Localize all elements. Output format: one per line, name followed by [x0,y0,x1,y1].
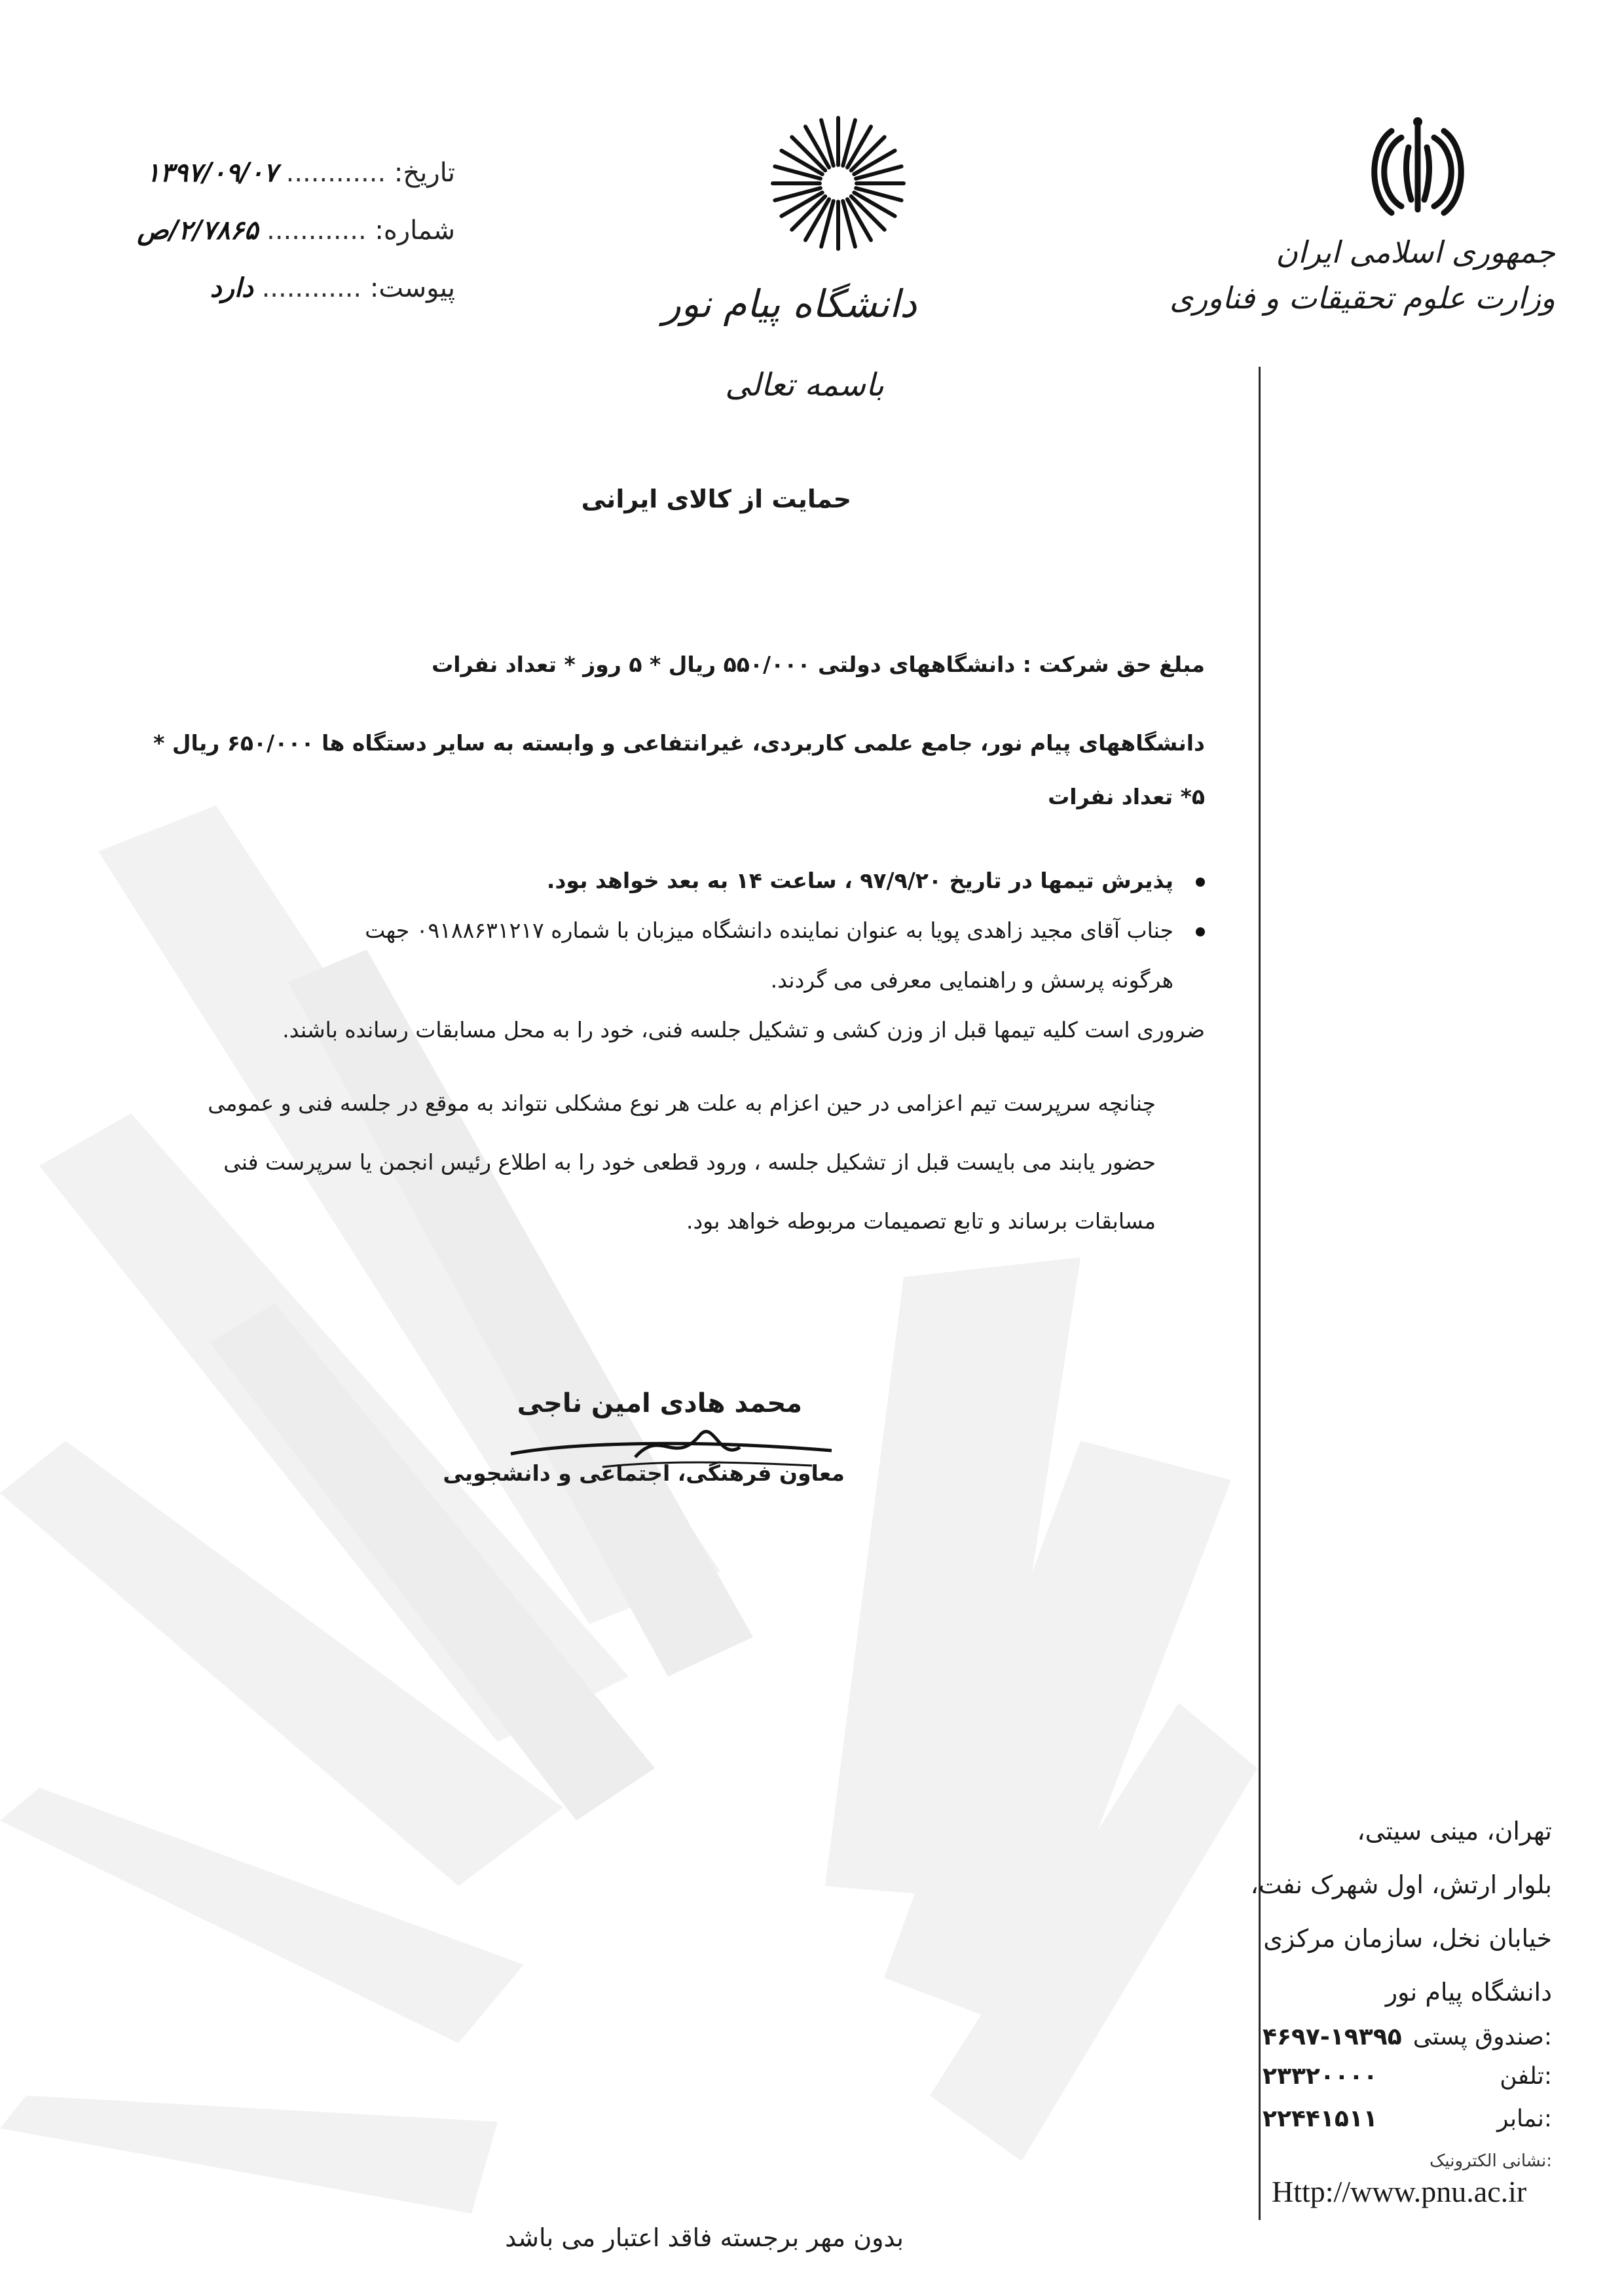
phone-label: تلفن: [1500,2063,1552,2090]
date-dots: ............ [286,158,386,188]
fee-line: مبلغ حق شرکت : دانشگاههای دولتی ۵۵۰/۰۰۰ ریال * ۵ روز * تعداد نفرات [432,652,1205,677]
other-fee-line2: ۵* تعداد نفرات [1048,784,1205,809]
paragraph-line1: چنانچه سرپرست تیم اعزامی در حین اعزام به علت هر نوع مشکلی نتواند به موقع در جلسه فنی و عمومی [208,1090,1156,1116]
representative-text: جناب آقای مجید زاهدی پویا به عنوان نماینده دانشگاه میزبان با شماره ۰۹۱۸۸۶۳۱۲۱۷ جهت [365,917,1173,943]
number-row [137,215,455,246]
university-name: دانشگاه پیام نور [662,282,917,326]
address-line1: تهران، مینی سیتی، [1357,1817,1552,1845]
address-line4: دانشگاه پیام نور [1385,1978,1552,2007]
date-label: تاریخ: [394,158,455,188]
fax-value: ۲۲۴۴۱۵۱۱ [1263,2105,1378,2132]
number-label: شماره: [375,215,455,246]
emblem-line1: جمهوری اسلامی ایران [1276,234,1555,270]
iran-emblem-icon [1365,111,1470,223]
paragraph-line2: حضور یابند می بایست قبل از تشکیل جلسه ، ورود قطعی خود را به اطلاع رئیس انجمن یا سرپرست فنی [223,1149,1156,1175]
invocation: باسمه تعالی [725,367,884,403]
fax-label: نمابر: [1497,2105,1552,2132]
address-line3: خیابان نخل، سازمان مرکزی [1263,1924,1552,1953]
representative-text-cont: هرگونه پرسش و راهنمایی معرفی می گردند. [770,967,1173,993]
footer-note: بدون مهر برجسته فاقد اعتبار می باشد [505,2223,904,2252]
paragraph-line3: مسابقات برساند و تابع تصمیمات مربوطه خواهد بود. [686,1208,1156,1234]
website-link[interactable]: Http://www.pnu.ac.ir [1272,2175,1527,2208]
address-line2: بلوار ارتش، اول شهرک نفت، [1250,1870,1552,1899]
pnu-logo-icon [766,111,910,255]
email-label: نشانی الکترونیک: [1430,2151,1552,2171]
bullet-icon [1196,927,1205,936]
slogan: حمایت از کالای ایرانی [581,485,851,513]
signer-name: محمد هادی امین ناجی [517,1388,802,1418]
reception-text: پذیرش تیمها در تاریخ ۹۷/۹/۲۰ ، ساعت ۱۴ به بعد خواهد بود. [546,868,1173,893]
other-fee-line1: دانشگاههای پیام نور، جامع علمی کاربردی، غیرانتفاعی و وابسته به سایر دستگاه ها ۶۵۰/۰۰۰ ریال * [153,730,1205,756]
attachment-value: دارد [210,272,253,303]
emblem-line2: وزارت علوم تحقیقات و فناوری [1170,280,1555,316]
pobox-label: صندوق پستی: [1412,2024,1552,2050]
bullet-icon [1196,878,1205,887]
number-dots: ............ [267,215,367,246]
attachment-row [210,272,455,303]
number-value: ۲/۷۸۶۵/ص [137,215,259,246]
attachment-label: پیوست: [369,273,455,303]
date-row [146,157,455,188]
signer-title: معاون فرهنگی، اجتماعی و دانشجویی [443,1460,845,1486]
pobox-value: ۴۶۹۷-۱۹۳۹۵ [1263,2024,1402,2050]
date-value: ۱۳۹۷/۰۹/۰۷ [145,157,278,188]
required-line: ضروری است کلیه تیمها قبل از وزن کشی و تشکیل جلسه فنی، خود را به محل مسابقات رسانده باشند. [282,1017,1205,1043]
attachment-dots: ............ [261,273,362,303]
phone-value: ۲۳۳۲۰۰۰۰ [1263,2063,1378,2090]
